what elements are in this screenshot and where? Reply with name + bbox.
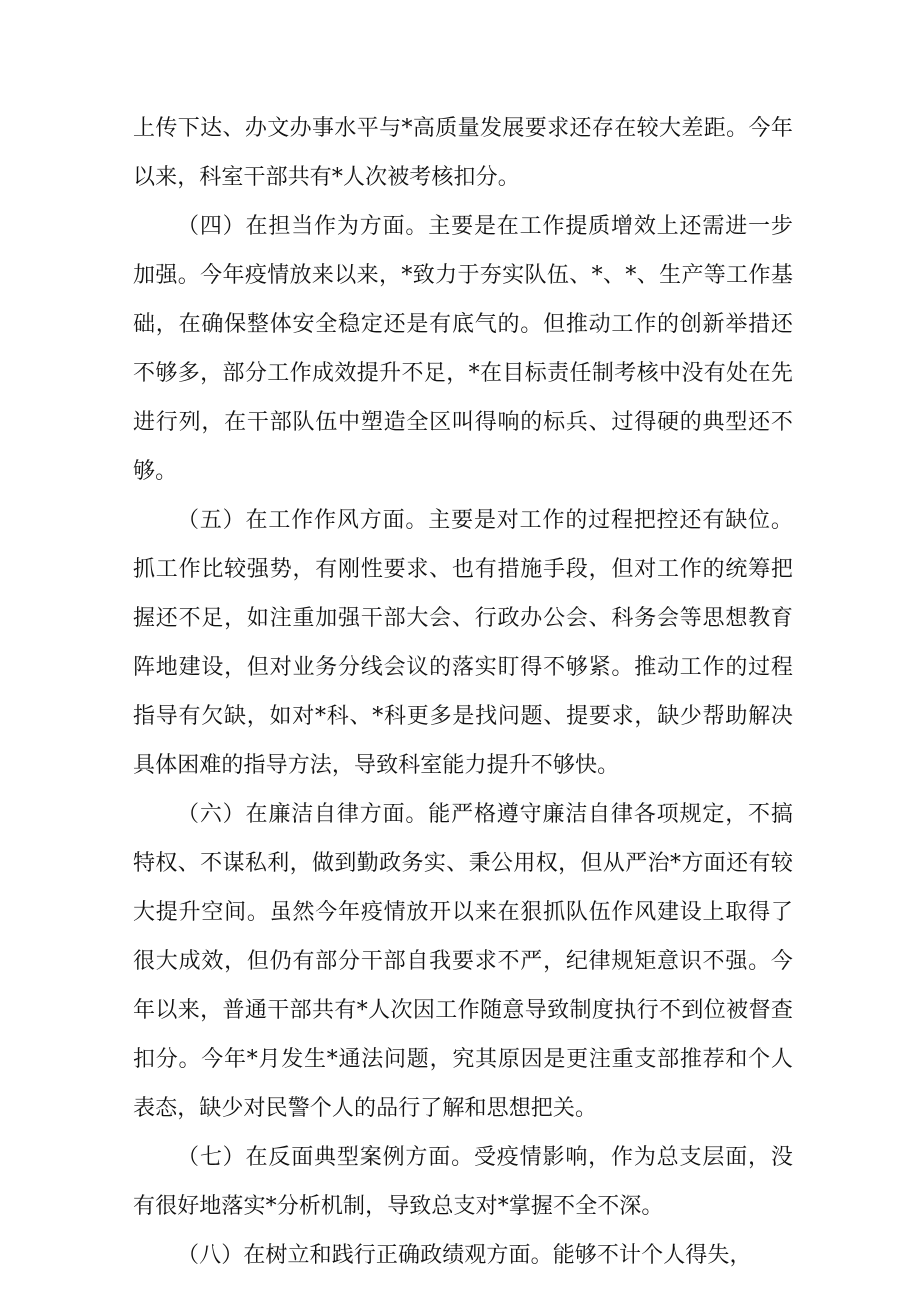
document-body: [133, 104, 793, 1280]
paragraph-continuation: 上传下达、办文办事水平与*高质量发展要求还存在较大差距。今年以来，科室干部共有*人次被考核扣分。: [133, 116, 793, 190]
paragraph-section-6: （六）在廉洁自律方面。能严格遵守廉洁自律各项规定，不搞特权、不谋私利，做到勤政务实、秉公用权，但从严治*方面还有较大提升空间。虽然今年疫情放开以来在狠抓队伍作风建设上取得了很大成效，但仍有部分干部自我要求不严，纪律规矩意识不强。今年以来，普通干部共有*人次因工作随意导致制度执行不到位被督查扣分。今年*月发生*通法问题，究其原因是更注重支部推荐和个人表态，缺少对民警个人的品行了解和思想把关。: [133, 802, 793, 1121]
paragraph-section-7: （七）在反面典型案例方面。受疫情影响，作为总支层面，没有很好地落实*分析机制，导致总支对*掌握不全不深。: [133, 1145, 793, 1219]
paragraph-section-8: （八）在树立和践行正确政绩观方面。能够不计个人得失，: [177, 1243, 752, 1268]
paragraph-section-4: （四）在担当作为方面。主要是在工作提质增效上还需进一步加强。今年疫情放来以来，*致力于夯实队伍、*、*、生产等工作基础，在确保整体安全稳定还是有底气的。但推动工作的创新举措还不够多，部分工作成效提升不足，*在目标责任制考核中没有处在先进行列，在干部队伍中塑造全区叫得响的标兵、过得硬的典型还不够。: [133, 214, 793, 484]
paragraph-section-5: （五）在工作作风方面。主要是对工作的过程把控还有缺位。抓工作比较强势，有刚性要求、也有措施手段，但对工作的统筹把握还不足，如注重加强干部大会、行政办公会、科务会等思想教育阵地建设，但对业务分线会议的落实盯得不够紧。推动工作的过程指导有欠缺，如对*科、*科更多是找问题、提要求，缺少帮助解决具体困难的指导方法，导致科室能力提升不够快。: [133, 508, 793, 778]
